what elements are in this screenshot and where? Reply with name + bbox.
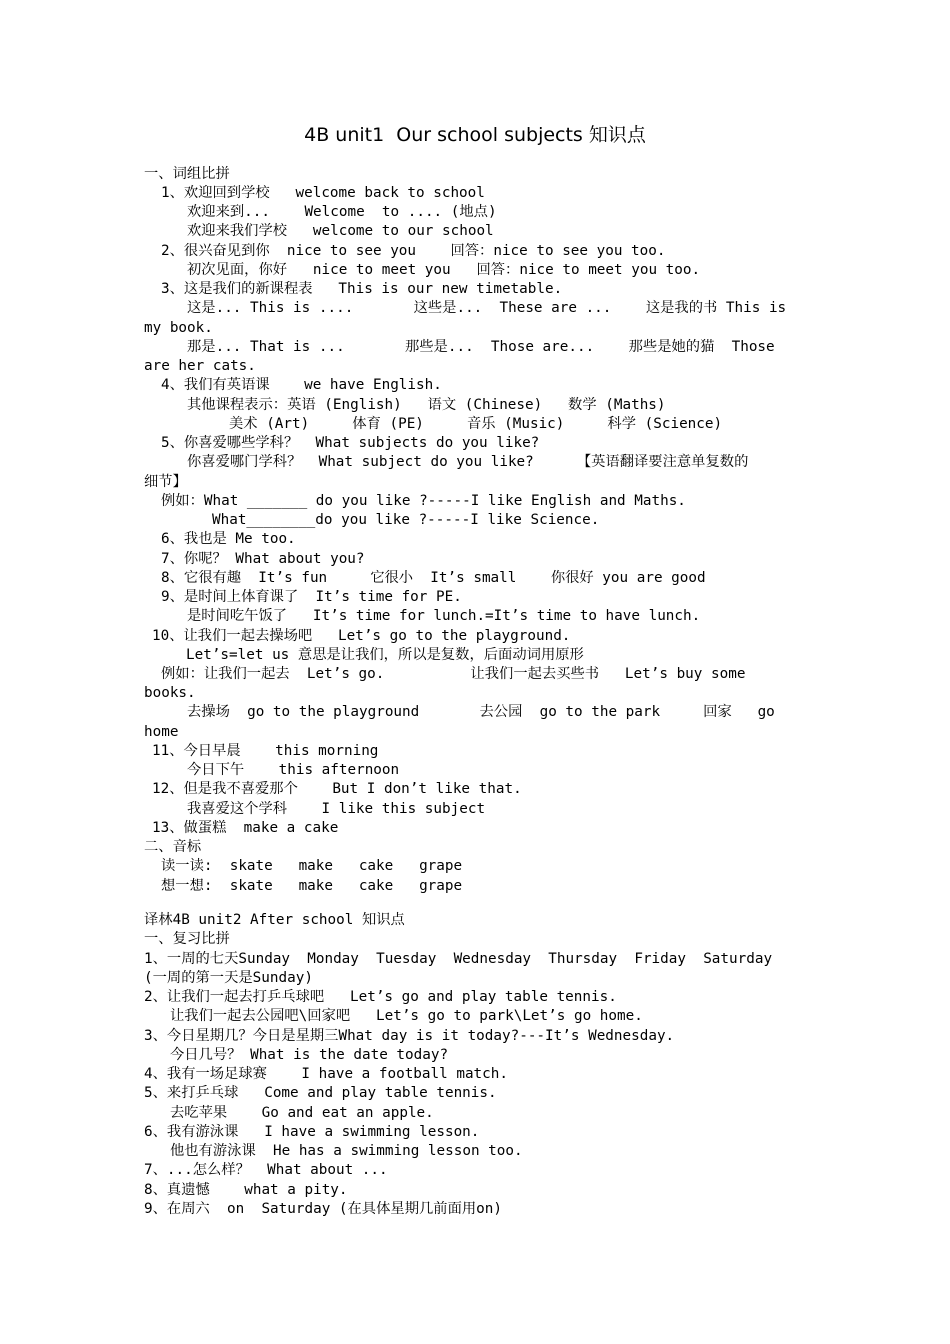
note-line: 5、来打乒乓球 Come and play table tennis. bbox=[144, 1085, 497, 1101]
note-line: 8、它很有趣 It’s fun 它很小 It’s small 你很好 you are good bbox=[161, 570, 706, 586]
note-line: 那是... That is ... 那些是... Those are... 那些是她的猫 Those bbox=[187, 339, 775, 355]
note-line: 6、我也是 Me too. bbox=[161, 531, 296, 547]
unit2-title: 译林4B unit2 After school 知识点 bbox=[144, 912, 405, 928]
note-line: 欢迎来到... Welcome to .... (地点) bbox=[187, 204, 497, 220]
note-line: my book. bbox=[144, 320, 213, 336]
note-line: 其他课程表示：英语 (English) 语文 (Chinese) 数学 (Maths) bbox=[187, 397, 666, 413]
note-line: 13、做蛋糕 make a cake bbox=[152, 820, 339, 836]
note-line: are her cats. bbox=[144, 358, 256, 374]
document-title: 4B unit1 Our school subjects 知识点 bbox=[304, 124, 646, 146]
note-line: 初次见面，你好 nice to meet you 回答：nice to meet you too. bbox=[187, 262, 701, 278]
note-line: books. bbox=[144, 685, 196, 701]
note-line: 3、今日星期几？今日是星期三What day is it today?---It’s Wednesday. bbox=[144, 1028, 675, 1044]
note-line: 读一读: skate make cake grape bbox=[161, 858, 463, 874]
note-line: 让我们一起去公园吧\回家吧 Let’s go to park\Let’s go home. bbox=[170, 1008, 643, 1024]
note-line: 今日下午 this afternoon bbox=[187, 762, 400, 778]
section-heading: 一、复习比拼 bbox=[144, 931, 230, 947]
note-line: 你喜爱哪门学科？ What subject do you like? 【英语翻译要注意单复数的 bbox=[187, 454, 749, 470]
note-line: 6、我有游泳课 I have a swimming lesson. bbox=[144, 1124, 480, 1140]
note-line: 想一想: skate make cake grape bbox=[161, 878, 463, 894]
note-line: 7、...怎么样？ What about ... bbox=[144, 1162, 388, 1178]
note-line: What________do you like ?-----I like Science. bbox=[212, 512, 600, 528]
note-line: 9、在周六 on Saturday (在具体星期几前面用on) bbox=[144, 1201, 503, 1217]
note-line: (一周的第一天是Sunday) bbox=[144, 970, 313, 986]
note-line: 今日几号？ What is the date today? bbox=[170, 1047, 449, 1063]
note-line: 例如：让我们一起去 Let’s go. 让我们一起去买些书 Let’s buy some bbox=[161, 666, 746, 682]
section-heading: 二、音标 bbox=[144, 839, 202, 855]
note-line: 美术 (Art) 体育 (PE) 音乐 (Music) 科学 (Science) bbox=[229, 416, 723, 432]
note-line: home bbox=[144, 724, 179, 740]
note-line: 11、今日早晨 this morning bbox=[152, 743, 379, 759]
note-line: 7、你呢？ What about you? bbox=[161, 551, 365, 567]
note-line: 2、很兴奋见到你 nice to see you 回答：nice to see you too. bbox=[161, 243, 666, 259]
note-line: 2、让我们一起去打乒乓球吧 Let’s go and play table tennis. bbox=[144, 989, 617, 1005]
note-line: 3、这是我们的新课程表 This is our new timetable. bbox=[161, 281, 563, 297]
note-line: 1、欢迎回到学校 welcome back to school bbox=[161, 185, 485, 201]
note-line: 去操场 go to the playground 去公园 go to the park 回家 go bbox=[187, 704, 775, 720]
note-line: 例如：What _______ do you like ?-----I like English and Maths. bbox=[161, 493, 686, 509]
note-line: 我喜爱这个学科 I like this subject bbox=[187, 801, 486, 817]
note-line: 8、真遗憾 what a pity. bbox=[144, 1182, 348, 1198]
note-line: 9、是时间上体育课了 It’s time for PE. bbox=[161, 589, 462, 605]
note-line: 10、让我们一起去操场吧 Let’s go to the playground. bbox=[152, 628, 571, 644]
note-line: 去吃苹果 Go and eat an apple. bbox=[170, 1105, 434, 1121]
note-line: 12、但是我不喜爱那个 But I don’t like that. bbox=[152, 781, 522, 797]
section-heading: 一、词组比拼 bbox=[144, 166, 230, 182]
note-line: 这是... This is .... 这些是... These are ... 这是我的书 This is bbox=[187, 300, 787, 316]
note-line: 是时间吃午饭了 It’s time for lunch.=It’s time to have lunch. bbox=[187, 608, 701, 624]
note-line: 他也有游泳课 He has a swimming lesson too. bbox=[170, 1143, 523, 1159]
note-line: Let’s=let us 意思是让我们，所以是复数，后面动词用原形 bbox=[186, 647, 584, 663]
note-line: 细节】 bbox=[144, 474, 187, 490]
note-line: 1、一周的七天Sunday Monday Tuesday Wednesday Thursday Friday Saturday bbox=[144, 951, 773, 967]
note-line: 欢迎来我们学校 welcome to our school bbox=[187, 223, 494, 239]
note-line: 5、你喜爱哪些学科？ What subjects do you like? bbox=[161, 435, 540, 451]
note-line: 4、我们有英语课 we have English. bbox=[161, 377, 442, 393]
note-line: 4、我有一场足球赛 I have a football match. bbox=[144, 1066, 508, 1082]
